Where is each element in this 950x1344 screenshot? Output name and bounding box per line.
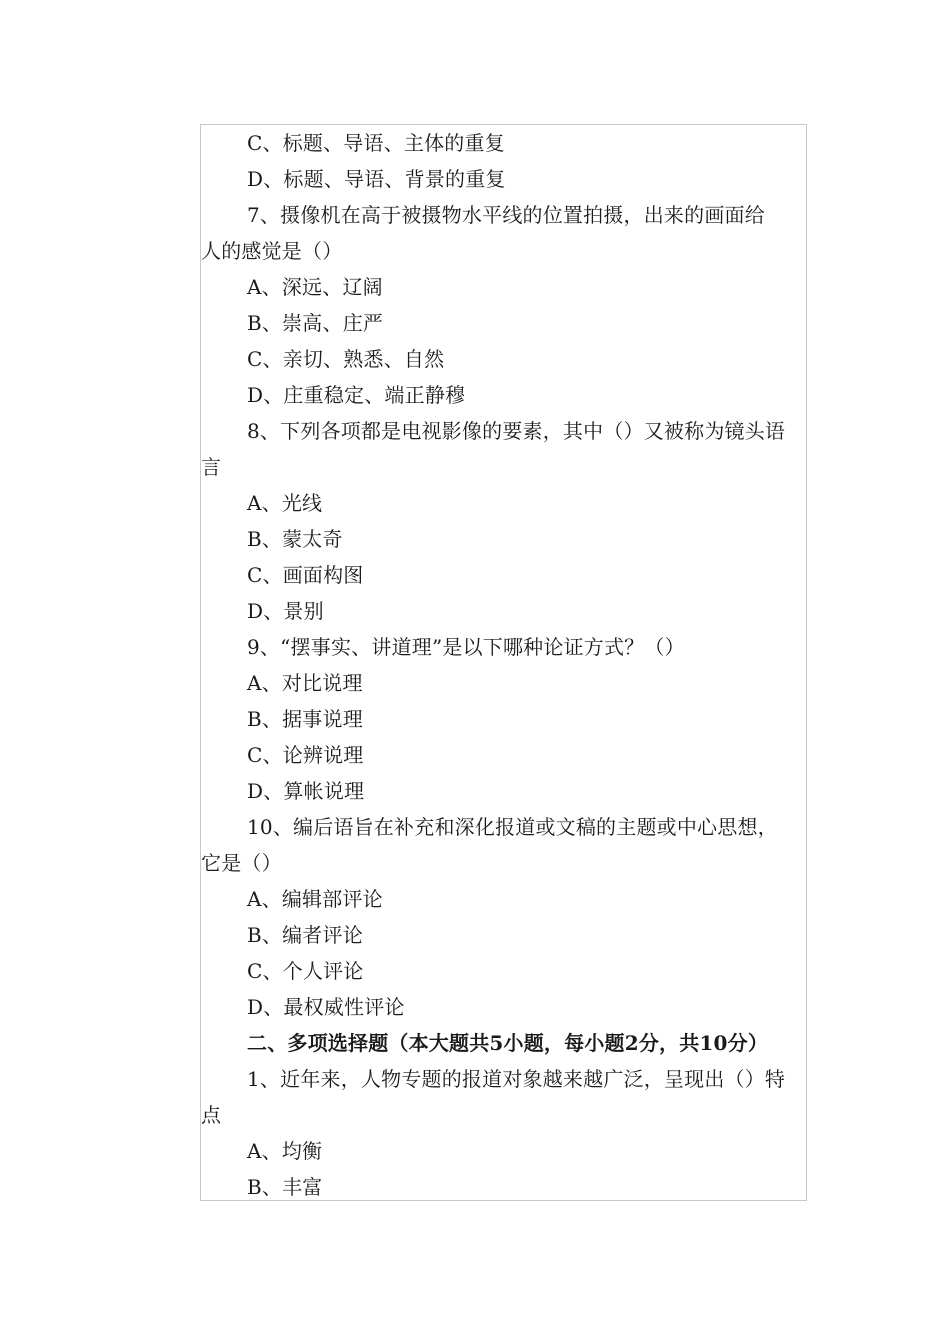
text-line: A、光线 (247, 491, 323, 515)
text-line: D、算帐说理 (247, 779, 365, 803)
section-heading: 二、多项选择题（本大题共5小题，每小题2分，共10分） (247, 1031, 769, 1055)
text-line: 言 (201, 455, 222, 479)
text-line: B、蒙太奇 (247, 527, 343, 551)
text-line: D、庄重稳定、端正静穆 (247, 383, 466, 407)
text-line: C、画面构图 (247, 563, 364, 587)
text-line: C、论辨说理 (247, 743, 364, 767)
text-line: D、最权威性评论 (247, 995, 405, 1019)
text-line: B、丰富 (247, 1175, 323, 1199)
text-line: C、标题、导语、主体的重复 (247, 131, 505, 155)
text-line: 人的感觉是（） (201, 239, 343, 263)
text-line: B、编者评论 (247, 923, 363, 947)
text-line: 10、编后语旨在补充和深化报道或文稿的主题或中心思想， (247, 815, 778, 839)
text-line: D、标题、导语、背景的重复 (247, 167, 506, 191)
text-line: 它是（） (201, 851, 282, 875)
text-line: D、景别 (247, 599, 324, 623)
text-line: 7、摄像机在高于被摄物水平线的位置拍摄，出来的画面给 (247, 203, 765, 227)
text-line: B、崇高、庄严 (247, 311, 384, 335)
text-line: B、据事说理 (247, 707, 363, 731)
text-line: C、个人评论 (247, 959, 364, 983)
text-line: A、深远、辽阔 (247, 275, 383, 299)
text-line: 8、下列各项都是电视影像的要素，其中（）又被称为镜头语 (247, 419, 786, 443)
text-line: 1、近年来，人物专题的报道对象越来越广泛，呈现出（）特 (247, 1067, 786, 1091)
text-line: C、亲切、熟悉、自然 (247, 347, 445, 371)
text-line: A、对比说理 (247, 671, 363, 695)
text-line: 点 (201, 1103, 222, 1127)
page-frame (200, 124, 807, 1201)
text-line: 9、“摆事实、讲道理”是以下哪种论证方式？（） (247, 635, 685, 659)
text-line: A、编辑部评论 (247, 887, 383, 911)
text-line: A、均衡 (247, 1139, 323, 1163)
